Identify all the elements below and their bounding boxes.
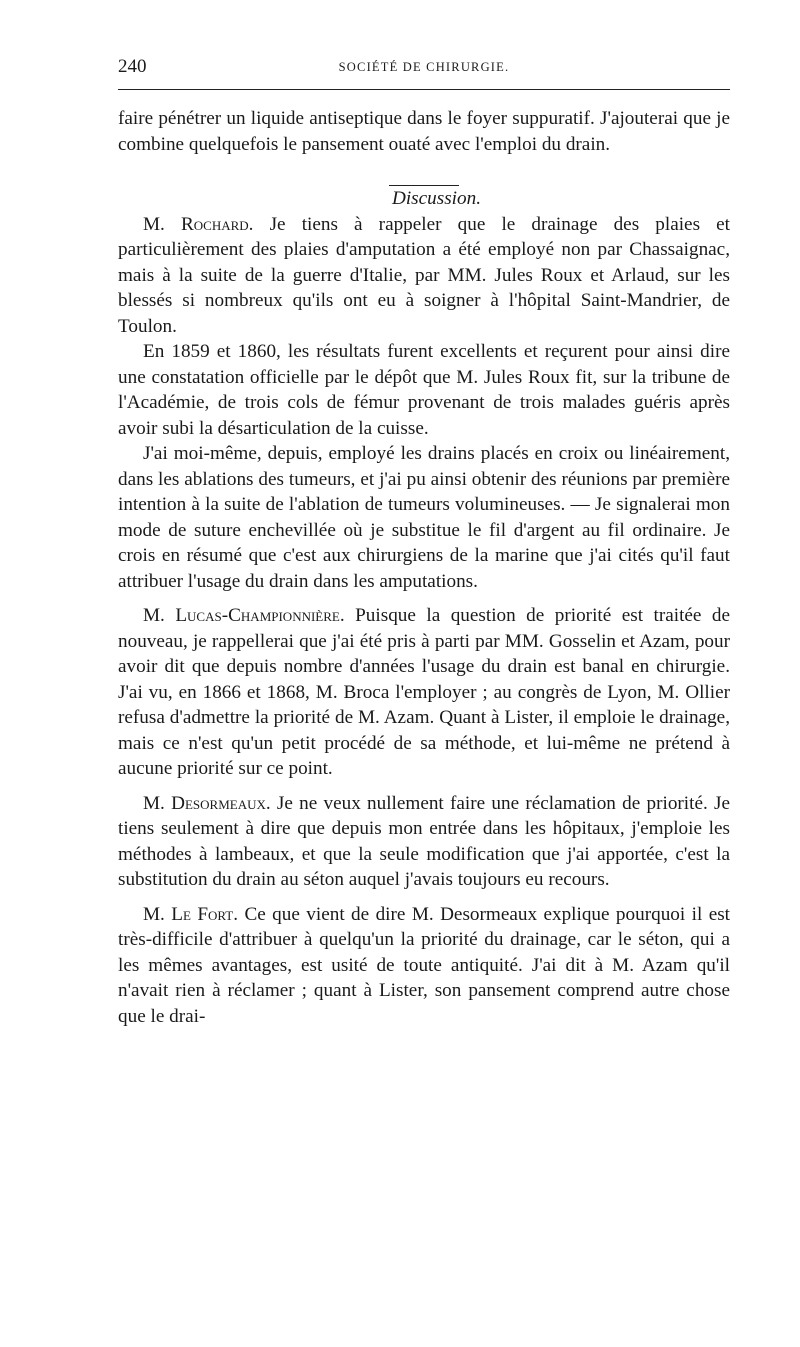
paragraph-text: Puisque la question de priorité est traitée de nouveau, je rappellerai que j'ai été pris à parti par MM. Gosselin et Azam, pour avoir dit que depuis nombre d'années l'usage du drain est banal en chirurgie. J'ai vu, en 1866 et 1868, M. Broca l'employer ; au congrès de Lyon, M. Ollier refusa d'admettre la priorité de M. Azam. Quant à Lister, il emploie le drainage, mais ce n'est qu'un petit procédé de sa méthode, et lui-même ne prétend à aucune priorité sur ce point. bbox=[118, 605, 731, 779]
speaker-name: M. Desormeaux. bbox=[143, 792, 271, 814]
paragraph-lucas-championniere bbox=[118, 603, 730, 782]
page-header bbox=[118, 56, 730, 86]
page-body bbox=[118, 106, 730, 1029]
paragraph-le-fort bbox=[118, 902, 730, 1030]
paragraph-rochard-2 bbox=[118, 339, 730, 441]
running-head: SOCIÉTÉ DE CHIRURGIE. bbox=[338, 60, 510, 74]
paragraph-text: J'ai moi-même, depuis, employé les drains placés en croix ou linéairement, dans les ablations des tumeurs, et j'ai pu ainsi obtenir des réunions par première intention à la suite de l'ablation de tumeurs volumineuses. — Je signalerai mon mode de suture enchevillée où je substitue le fil d'argent au fil ordinaire. Je crois en résumé que c'est aux chirurgiens de la marine que j'ai cités qu'il faut attribuer l'usage du drain dans les amputations. bbox=[118, 443, 730, 592]
paragraph-rochard-3 bbox=[118, 441, 730, 594]
paragraph-text: Je ne veux nullement faire une réclamation de priorité. Je tiens seulement à dire que depuis mon entrée dans les hôpitaux, j'emploie les méthodes à lambeaux, et que la seule modification que j'ai apportée, c'est la substitution du drain au séton auquel j'avais toujours eu recours. bbox=[118, 792, 730, 890]
paragraph-desormeaux bbox=[118, 791, 730, 893]
speaker-name: M. Rochard. bbox=[143, 213, 254, 235]
paragraph-rochard bbox=[118, 212, 730, 340]
header-rule bbox=[118, 89, 730, 90]
speaker-name: M. Lucas-Championnière. bbox=[143, 605, 345, 626]
paragraph-text: En 1859 et 1860, les résultats furent excellents et reçurent pour ainsi dire une constatation officielle par le dépôt que M. Jules Roux fit, sur la tribune de l'Académie, de trois cols de fémur provenant de trois malades guéris après avoir subi la désarticulation de la cuisse. bbox=[118, 341, 730, 439]
speaker-name: M. Le Fort. bbox=[143, 903, 239, 925]
page-number: 240 bbox=[118, 56, 147, 77]
intro-paragraph: faire pénétrer un liquide antiseptique dans le foyer suppuratif. J'ajouterai que je combine quelquefois le pansement ouaté avec l'emploi du drain. bbox=[118, 108, 730, 155]
section-title: Discussion. bbox=[391, 188, 481, 209]
paragraph-text: Ce que vient de dire M. Desormeaux explique pourquoi il est très-difficile d'attribuer à quelqu'un la priorité du drainage, car le séton, qui a les mêmes avantages, est usité de toute antiquité. J'ai dit à M. Azam qu'il n'avait rien à réclamer ; quant à Lister, son pansement comprend autre chose que le drai- bbox=[118, 903, 731, 1027]
paragraph-text: Je tiens à rappeler que le drainage des plaies et particulièrement des plaies d'amputation a été employé non par Chassaignac, mais à la suite de la guerre d'Italie, par MM. Jules Roux et Arlaud, sur les blessés si nombreux qu'ils ont eu à soigner à l'hôpital Saint-Mandrier, de Toulon. bbox=[118, 213, 730, 337]
